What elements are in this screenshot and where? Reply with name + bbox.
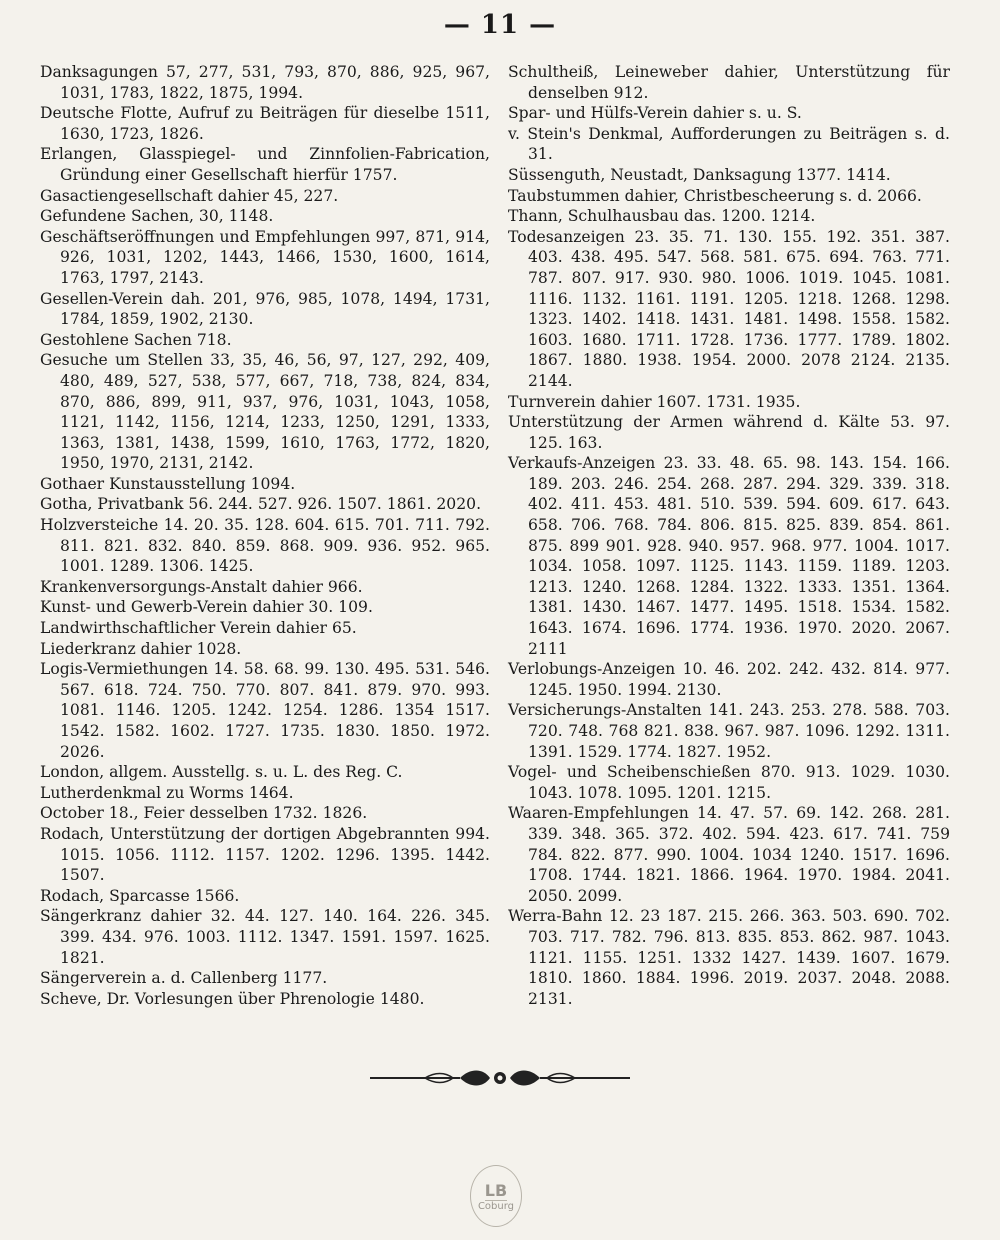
index-entry: Waaren-Empfehlungen 14. 47. 57. 69. 142. 268. 281. 339. 348. 365. 372. 402. 594. 423. 617. 741. 759 784. 822. 877. 990. 1004. 1034 1240. 1517. 1696. 1708. 1744. 1821. 1866. 1964. 1970. 1984. 2041. 2050. 2099. [508,804,950,905]
index-entry: Schultheiß, Leineweber dahier, Unterstützung für denselben 912. [508,63,950,102]
index-entry: October 18., Feier desselben 1732. 1826. [40,804,368,823]
index-entry: Gestohlene Sachen 718. [40,330,232,349]
index-entry: Verlobungs-Anzeigen 10. 46. 202. 242. 432. 814. 977. 1245. 1950. 1994. 2130. [508,660,950,699]
index-entry: Kunst- und Gewerb-Verein dahier 30. 109. [40,598,373,617]
index-entry: Todesanzeigen 23. 35. 71. 130. 155. 192. 351. 387. 403. 438. 495. 547. 568. 581. 675. 694. 763. 771. 787. 807. 917. 930. 980. 1006. 1019. 1045. 1081. 1116. 1132. 1161. 1191. 1205. 1218. 1268. 1298. 1323. 1402. 1418. 1431. 1481. 1498. 1558. 1582. 1603. 1680. 1711. 1728. 1736. 1777. 1789. 1802. 1867. 1880. 1938. 1954. 2000. 2078 2124. 2135. 2144. [508,227,950,390]
index-entry: Lutherdenkmal zu Worms 1464. [40,783,294,802]
index-entry: Rodach, Sparcasse 1566. [40,886,240,905]
index-entry: Sängerverein a. d. Callenberg 1177. [40,969,328,988]
index-entry: Verkaufs-Anzeigen 23. 33. 48. 65. 98. 143. 154. 166. 189. 203. 246. 254. 268. 287. 294. 329. 339. 318. 402. 411. 453. 481. 510. 539. 594. 609. 617. 643. 658. 706. 768. 784. 806. 815. 825. 839. 854. 861. 875. 899 901. 928. 940. 957. 968. 977. 1004. 1017. 1034. 1058. 1097. 1125. 1143. 1159. 1189. 1203. 1213. 1240. 1268. 1284. 1322. 1333. 1351. 1364. 1381. 1430. 1467. 1477. 1495. 1518. 1534. 1582. 1643. 1674. 1696. 1774. 1936. 1970. 2020. 2067. 2111 [508,454,950,658]
index-entry: London, allgem. Ausstellg. s. u. L. des Reg. C. [40,763,403,782]
index-entry: Scheve, Dr. Vorlesungen über Phrenologie 1480. [40,989,425,1008]
index-entry: Thann, Schulhausbau das. 1200. 1214. [508,207,816,226]
index-entry: Gefundene Sachen, 30, 1148. [40,207,274,226]
index-entry: Turnverein dahier 1607. 1731. 1935. [508,392,801,411]
index-entry: Erlangen, Glasspiegel- und Zinnfolien-Fabrication, Gründung einer Gesellschaft hierfür 1757. [40,145,490,184]
index-entry: Danksagungen 57, 277, 531, 793, 870, 886, 925, 967, 1031, 1783, 1822, 1875, 1994. [40,63,490,102]
index-entry: Holzversteiche 14. 20. 35. 128. 604. 615. 701. 711. 792. 811. 821. 832. 840. 859. 868. 909. 936. 952. 965. 1001. 1289. 1306. 1425. [40,516,490,576]
index-entry: Gesellen-Verein dah. 201, 976, 985, 1078, 1494, 1731, 1784, 1859, 1902, 2130. [40,289,490,329]
stamp-initials: LB [484,1180,508,1200]
index-entry: Krankenversorgungs-Anstalt dahier 966. [40,577,363,596]
decorative-ornament [365,1066,635,1090]
index-entry: Versicherungs-Anstalten 141. 243. 253. 278. 588. 703. 720. 748. 768 821. 838. 967. 987. 1096. 1292. 1311. 1391. 1529. 1774. 1827. 1952. [508,701,950,761]
stamp-city: Coburg [477,1200,515,1212]
library-stamp [470,1165,522,1227]
index-entry: Landwirthschaftlicher Verein dahier 65. [40,619,357,638]
index-entry: Liederkranz dahier 1028. [40,639,242,658]
index-entry: Gotha, Privatbank 56. 244. 527. 926. 1507. 1861. 2020. [40,495,482,514]
index-entry: Vogel- und Scheibenschießen 870. 913. 1029. 1030. 1043. 1078. 1095. 1201. 1215. [508,763,950,802]
index-entry: Spar- und Hülfs-Verein dahier s. u. S. [508,104,802,123]
index-entry: Taubstummen dahier, Christbescheerung s. d. 2066. [508,186,922,205]
index-column-right [508,62,950,1009]
index-entry: Rodach, Unterstützung der dortigen Abgebrannten 994. 1015. 1056. 1112. 1157. 1202. 1296. 1395. 1442. 1507. [40,824,490,885]
index-entry: Deutsche Flotte, Aufruf zu Beiträgen für dieselbe 1511, 1630, 1723, 1826. [40,104,490,143]
index-entry: Werra-Bahn 12. 23 187. 215. 266. 363. 503. 690. 702. 703. 717. 782. 796. 813. 835. 853. 862. 987. 1043. 1121. 1155. 1251. 1332 1427. 1439. 1607. 1679. 1810. 1860. 1884. 1996. 2019. 2037. 2048. 2088. 2131. [508,907,950,1008]
index-entry: Gasactiengesellschaft dahier 45, 227. [40,186,339,205]
index-column-left [40,62,490,1009]
index-entry: Logis-Vermiethungen 14. 58. 68. 99. 130. 495. 531. 546. 567. 618. 724. 750. 770. 807. 841. 879. 970. 993. 1081. 1146. 1205. 1242. 1254. 1286. 1354 1517. 1542. 1582. 1602. 1727. 1735. 1830. 1850. 1972. 2026. [40,660,490,761]
index-entry: Gothaer Kunstausstellung 1094. [40,474,296,493]
index-entry: Unterstützung der Armen während d. Kälte 53. 97. 125. 163. [508,413,950,452]
index-entry: Süssenguth, Neustadt, Danksagung 1377. 1414. [508,165,891,184]
index-entry: v. Stein's Denkmal, Aufforderungen zu Beiträgen s. d. 31. [508,124,950,164]
index-entry: Sängerkranz dahier 32. 44. 127. 140. 164. 226. 345. 399. 434. 976. 1003. 1112. 1347. 1591. 1597. 1625. 1821. [40,907,490,967]
index-entry: Geschäftseröffnungen und Empfehlungen 997, 871, 914, 926, 1031, 1202, 1443, 1466, 1530, 1600, 1614, 1763, 1797, 2143. [40,227,490,287]
page-number: — 11 — [443,10,557,40]
index-entry: Gesuche um Stellen 33, 35, 46, 56, 97, 127, 292, 409, 480, 489, 527, 538, 577, 667, 718, 738, 824, 834, 870, 886, 899, 911, 937, 976, 1031, 1043, 1058, 1121, 1142, 1156, 1214, 1233, 1250, 1291, 1333, 1363, 1381, 1438, 1599, 1610, 1763, 1772, 1820, 1950, 1970, 2131, 2142. [40,351,490,473]
